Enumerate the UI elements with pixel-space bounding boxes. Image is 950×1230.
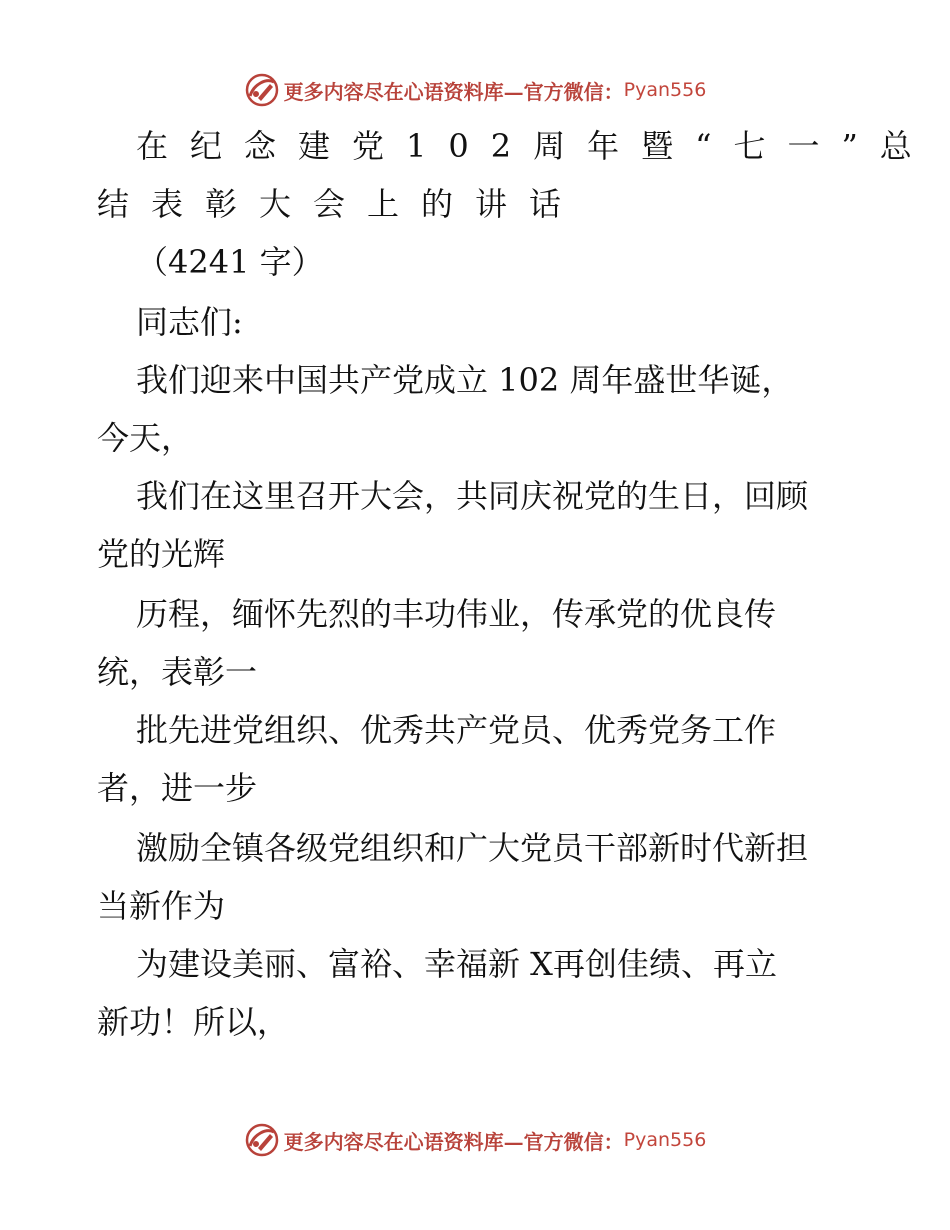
word-count: （4241 字） <box>136 243 324 281</box>
header-watermark-banner <box>0 70 950 110</box>
paragraph-line: 我们在这里召开大会，共同庆祝党的生日，回顾 <box>136 477 809 515</box>
footer-watermark-banner <box>0 1120 950 1160</box>
paragraph-line: 当新作为 <box>97 887 226 925</box>
document-title-line-2: 结表彰大会上的讲话 <box>97 185 584 223</box>
header-brand-text: 更多内容尽在心语资料库—官方微信： <box>283 79 624 104</box>
document-title-line-1: 在纪念建党102周年暨“七一”总 <box>136 127 934 165</box>
paragraph-line: 今天， <box>97 419 194 457</box>
paragraph-line: 批先进党组织、优秀共产党员、优秀党务工作 <box>136 711 777 749</box>
pen-logo-icon <box>244 1122 280 1158</box>
header-wechat-id: Pyan556 <box>623 79 707 101</box>
paragraph-line: 激励全镇各级党组织和广大党员干部新时代新担 <box>136 829 809 867</box>
paragraph-line: 为建设美丽、富裕、幸福新 X再创佳绩、再立 <box>136 945 777 983</box>
paragraph-line: 历程，缅怀先烈的丰功伟业，传承党的优良传 <box>136 595 777 633</box>
salutation: 同志们: <box>136 303 243 341</box>
paragraph-line: 新功！所以， <box>97 1003 290 1041</box>
footer-wechat-id: Pyan556 <box>623 1129 707 1151</box>
paragraph-line: 统，表彰一 <box>97 653 258 691</box>
paragraph-line: 党的光辉 <box>97 535 226 573</box>
footer-brand-text: 更多内容尽在心语资料库—官方微信： <box>283 1129 624 1154</box>
paragraph-line: 者，进一步 <box>97 769 258 807</box>
paragraph-line: 我们迎来中国共产党成立 102 周年盛世华诞， <box>136 361 794 399</box>
pen-logo-icon <box>244 72 280 108</box>
